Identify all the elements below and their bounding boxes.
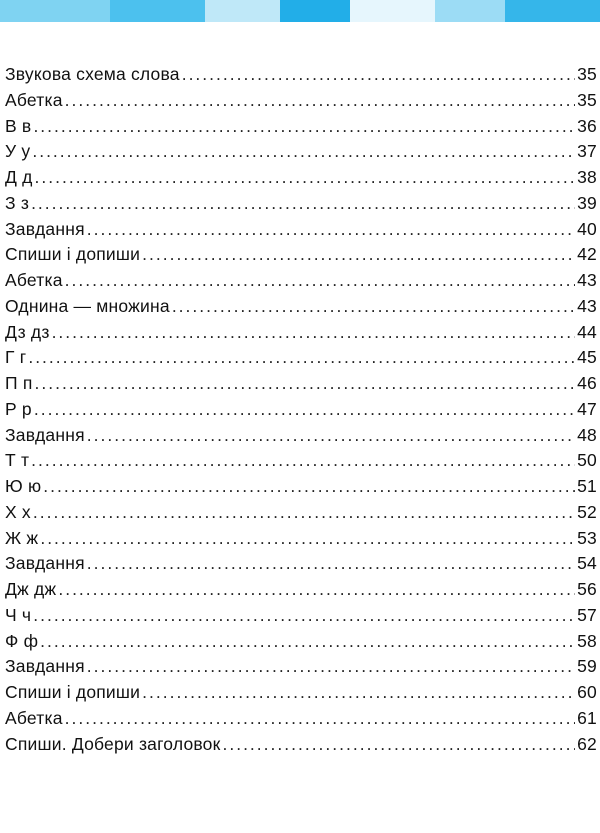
toc-dot-leader [31,191,575,217]
toc-entry[interactable] [5,526,597,552]
toc-entry-page: 42 [577,244,597,265]
toc-entry-title: Спиши. Добери заголовок [5,733,221,754]
toc-entry-title: Ж ж [5,527,39,548]
toc-entry-page: 50 [577,450,597,471]
toc-entry[interactable] [5,397,597,423]
toc-dot-leader [43,474,575,500]
toc-dot-leader [182,62,575,88]
toc-entry-title: Спиши і допиши [5,244,141,265]
header-band-segment [0,0,110,22]
toc-entry-title: Г г [5,347,27,368]
toc-entry[interactable] [5,654,597,680]
toc-entry-page: 58 [577,630,597,651]
toc-entry[interactable] [5,191,597,217]
toc-entry-title: З з [5,192,30,213]
toc-entry[interactable] [5,551,597,577]
toc-entry-page: 43 [577,270,597,290]
toc-dot-leader [33,603,575,629]
toc-entry[interactable] [5,217,597,243]
toc-entry[interactable] [5,320,597,346]
toc-entry[interactable] [5,294,597,320]
toc-dot-leader [142,242,575,268]
table-of-contents [5,62,597,757]
toc-entry-title: Абетка [5,270,63,290]
toc-dot-leader [87,551,575,577]
toc-entry-page: 52 [577,501,597,522]
toc-entry[interactable] [5,62,597,88]
toc-entry-page: 35 [577,89,597,110]
toc-entry[interactable] [5,603,597,629]
toc-entry-title: Ю ю [5,476,42,496]
toc-entry[interactable] [5,474,597,500]
toc-entry-title: В в [5,115,32,136]
toc-dot-leader [33,114,575,140]
toc-dot-leader [35,165,576,191]
toc-dot-leader [35,371,576,397]
toc-dot-leader [28,345,575,371]
toc-entry[interactable] [5,680,597,706]
toc-entry-page: 39 [577,192,597,213]
toc-entry-title: Ф ф [5,630,39,651]
toc-entry-page: 59 [577,656,597,677]
toc-entry-title: Абетка [5,89,63,110]
header-band-segment [350,0,435,22]
toc-entry-page: 48 [577,424,597,445]
toc-entry[interactable] [5,345,597,371]
toc-entry-title: П п [5,373,33,393]
toc-entry-title: Х х [5,501,31,522]
toc-dot-leader [172,294,575,320]
toc-entry[interactable] [5,139,597,165]
toc-dot-leader [31,448,575,474]
toc-entry[interactable] [5,114,597,140]
toc-dot-leader [65,706,575,732]
toc-entry-title: Ч ч [5,604,32,625]
toc-entry[interactable] [5,423,597,449]
toc-dot-leader [65,268,575,294]
toc-entry-page: 61 [577,707,597,728]
toc-entry-page: 54 [577,553,597,574]
toc-entry-page: 44 [577,321,597,342]
toc-dot-leader [32,139,575,165]
toc-dot-leader [34,397,575,423]
toc-entry-page: 57 [577,604,597,625]
header-band-segment [110,0,205,22]
toc-entry-page: 47 [577,398,597,419]
toc-entry-title: Р р [5,398,32,419]
header-band-segment [505,0,600,22]
toc-entry-title: Звукова схема слова [5,64,180,84]
toc-entry[interactable] [5,448,597,474]
toc-entry[interactable] [5,706,597,732]
toc-entry-page: 62 [577,733,597,754]
toc-entry-page: 60 [577,682,597,702]
toc-entry-title: У у [5,141,31,162]
toc-entry[interactable] [5,577,597,603]
toc-entry-page: 37 [577,141,597,162]
toc-dot-leader [40,526,575,552]
toc-entry-page: 45 [577,347,597,368]
toc-entry-title: Дж дж [5,579,57,599]
header-band-segment [205,0,280,22]
header-color-band [0,0,600,22]
header-band-segment [435,0,505,22]
toc-entry[interactable] [5,732,597,758]
toc-entry-page: 40 [577,218,597,239]
toc-entry-page: 46 [577,373,597,393]
toc-entry-title: Завдання [5,218,85,239]
toc-dot-leader [87,423,575,449]
toc-dot-leader [87,654,575,680]
toc-entry[interactable] [5,629,597,655]
toc-entry-title: Завдання [5,656,85,677]
toc-entry[interactable] [5,242,597,268]
toc-entry-page: 51 [577,476,597,496]
toc-entry-page: 36 [577,115,597,136]
toc-dot-leader [65,88,575,114]
toc-dot-leader [33,500,575,526]
toc-dot-leader [52,320,576,346]
toc-entry-page: 43 [577,295,597,316]
toc-dot-leader [40,629,575,655]
toc-entry[interactable] [5,88,597,114]
toc-entry-title: Завдання [5,424,85,445]
toc-entry-title: Завдання [5,553,85,574]
toc-entry[interactable] [5,371,597,397]
toc-entry-title: Д д [5,167,33,187]
toc-entry-title: Однина — множина [5,295,170,316]
toc-dot-leader [222,732,575,758]
toc-entry-title: Спиши і допиши [5,682,141,702]
toc-entry-title: Абетка [5,707,63,728]
toc-entry[interactable] [5,268,597,294]
toc-entry-title: Т т [5,450,30,471]
toc-dot-leader [87,217,575,243]
toc-entry[interactable] [5,165,597,191]
header-band-segment [280,0,350,22]
toc-entry-title: Дз дз [5,321,50,342]
toc-entry-page: 53 [577,527,597,548]
toc-entry-page: 35 [577,64,597,84]
toc-dot-leader [142,680,575,706]
toc-entry-page: 38 [577,167,597,187]
toc-entry-page: 56 [577,579,597,599]
toc-dot-leader [58,577,575,603]
toc-entry[interactable] [5,500,597,526]
